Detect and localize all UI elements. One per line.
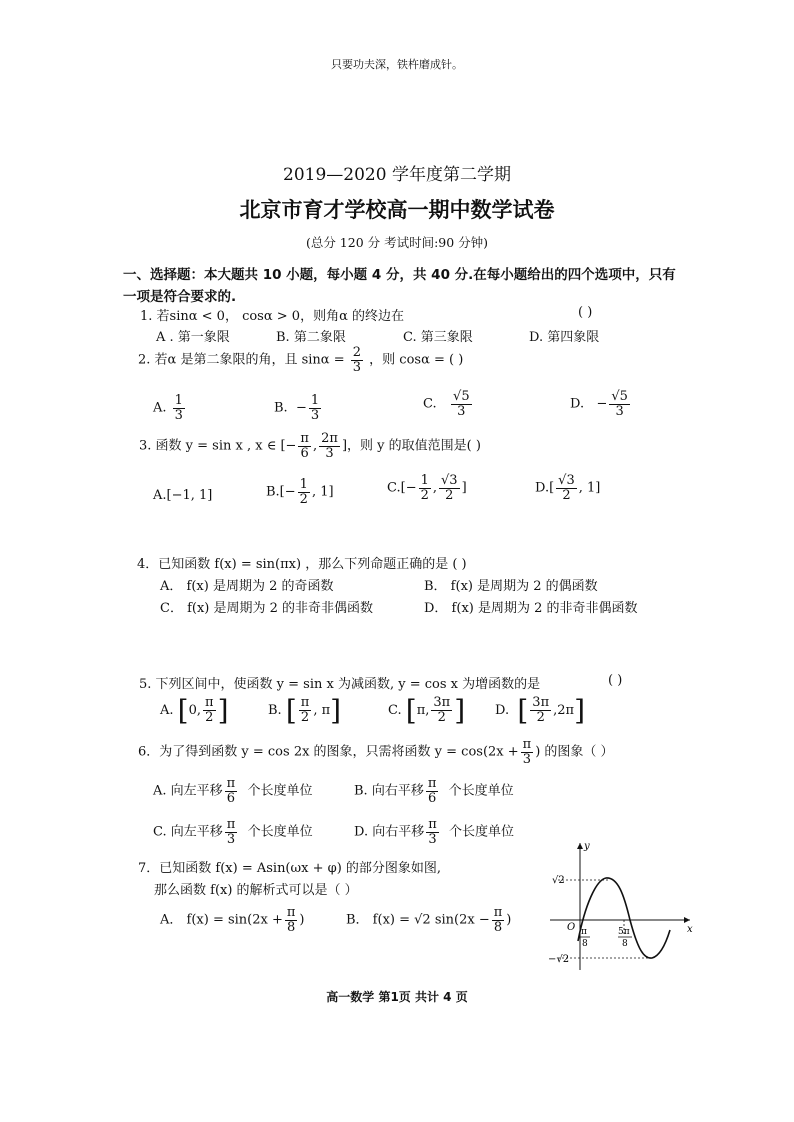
- q3-stem: 3. 函数 y = sin x , x ∈ [− $\frac{\pi}{6}$ , $\frac{2\pi}{3}$ ]，则 y 的取值范围是( ): [139, 431, 481, 461]
- q7-stem-line2: 那么函数 f(x) 的解析式可以是（ ）: [154, 883, 358, 898]
- q4-option-a: A． f(x) 是周期为 2 的奇函数: [160, 579, 334, 594]
- q6-option-d: D. 向右平移 $\frac{\pi}{3}$ 个长度单位: [354, 817, 515, 847]
- q3-option-d: D.[ $\frac{√3}{2}$ , 1]: [535, 473, 601, 503]
- motto-header: 只要功夫深，铁杵磨成针。: [331, 58, 463, 71]
- graph-tick-pi: π: [581, 927, 587, 937]
- q2-option-c: C. $\frac{√5}{3}$: [423, 389, 470, 419]
- graph-sqrt2-label: √2: [552, 875, 565, 886]
- q1-option-d: D. 第四象限: [529, 330, 600, 345]
- q7-sine-graph: [540, 835, 705, 975]
- q7-option-a: A． f(x) = sin(2x + $\frac{\pi}{8}$ ): [160, 905, 305, 935]
- graph-tick-5pi: 5π: [618, 927, 630, 937]
- graph-tick-8: 8: [582, 939, 588, 949]
- q7-stem-line1: 7．已知函数 f(x) = Asin(ωx + φ) 的部分图象如图,: [138, 861, 442, 876]
- q5-option-d: D. [ $\frac{3\pi}{2}$ ,2π]: [495, 694, 586, 727]
- q2-option-d: D. − $\frac{√5}{3}$: [570, 389, 628, 419]
- q1-option-a: A . 第一象限: [156, 330, 230, 345]
- graph-neg-sqrt2-label: −√2: [548, 954, 570, 965]
- q2-fraction: $\frac{2}{3}$: [352, 345, 362, 375]
- q5-option-b: B. [ $\frac{\pi}{2}$ , π]: [268, 694, 342, 727]
- q3-option-b: B.[− $\frac{1}{2}$ , 1]: [266, 477, 334, 507]
- q5-stem: 5. 下列区间中，使函数 y = sin x 为减函数, y = cos x 为增函数的是: [139, 677, 541, 692]
- q1-stem: 1. 若sinα < 0， cosα > 0，则角α 的终边在: [140, 309, 404, 324]
- q2-option-b: B. − $\frac{1}{3}$: [274, 393, 320, 423]
- q1-option-b: B. 第二象限: [276, 330, 346, 345]
- q6-option-c: C. 向左平移 $\frac{\pi}{3}$ 个长度单位: [153, 817, 313, 847]
- q6-option-a: A. 向左平移 $\frac{\pi}{6}$ 个长度单位: [153, 776, 313, 806]
- q4-option-b: B． f(x) 是周期为 2 的偶函数: [424, 579, 598, 594]
- graph-x-label: x: [687, 924, 693, 935]
- q5-option-a: A. [0, $\frac{\pi}{2}$ ]: [160, 694, 229, 727]
- graph-tick-8b: 8: [622, 939, 628, 949]
- q6-option-b: B. 向右平移 $\frac{\pi}{6}$ 个长度单位: [354, 776, 514, 806]
- q5-bracket: ( ): [608, 673, 623, 688]
- q2-stem: 2. 若α 是第二象限的角，且 sinα = $\frac{2}{3}$ ，则 cosα = ( ): [138, 345, 464, 375]
- q2-option-a: A. $\frac{1}{3}$: [153, 393, 183, 423]
- graph-y-label: y: [584, 841, 590, 852]
- q1-bracket: ( ): [578, 305, 593, 320]
- exam-title: 北京市育才学校高一期中数学试卷: [239, 198, 555, 222]
- q7-option-b: B． f(x) = √2 sin(2x − $\frac{\pi}{8}$ ): [346, 905, 512, 935]
- q6-stem: 6．为了得到函数 y = cos 2x 的图象，只需将函数 y = cos(2x + $\frac{\pi}{3}$ ) 的图象（ ）: [138, 737, 614, 767]
- q3-option-a: A.[−1, 1]: [153, 488, 213, 503]
- exam-year: 2019—2020 学年度第二学期: [283, 165, 511, 185]
- q4-option-d: D． f(x) 是周期为 2 的非奇非偶函数: [424, 601, 638, 616]
- q1-option-c: C. 第三象限: [403, 330, 473, 345]
- section-heading: 一、选择题：本大题共 10 小题，每小题 4 分，共 40 分.在每小题给出的四个选项中，只有一项是符合要求的.: [123, 267, 676, 305]
- q4-option-c: C． f(x) 是周期为 2 的非奇非偶函数: [160, 601, 374, 616]
- q3-option-c: C.[− $\frac{1}{2}$ , $\frac{√3}{2}$ ]: [387, 473, 467, 503]
- page-footer: 高一数学 第1页 共计 4 页: [326, 990, 468, 1004]
- exam-info: (总分 120 分 考试时间:90 分钟): [305, 235, 489, 250]
- graph-origin-label: O: [567, 922, 576, 933]
- q5-option-c: C. [π, $\frac{3\pi}{2}$ ]: [388, 694, 466, 727]
- q4-stem: 4．已知函数 f(x) = sin(πx) ，那么下列命题正确的是 ( ): [137, 557, 467, 572]
